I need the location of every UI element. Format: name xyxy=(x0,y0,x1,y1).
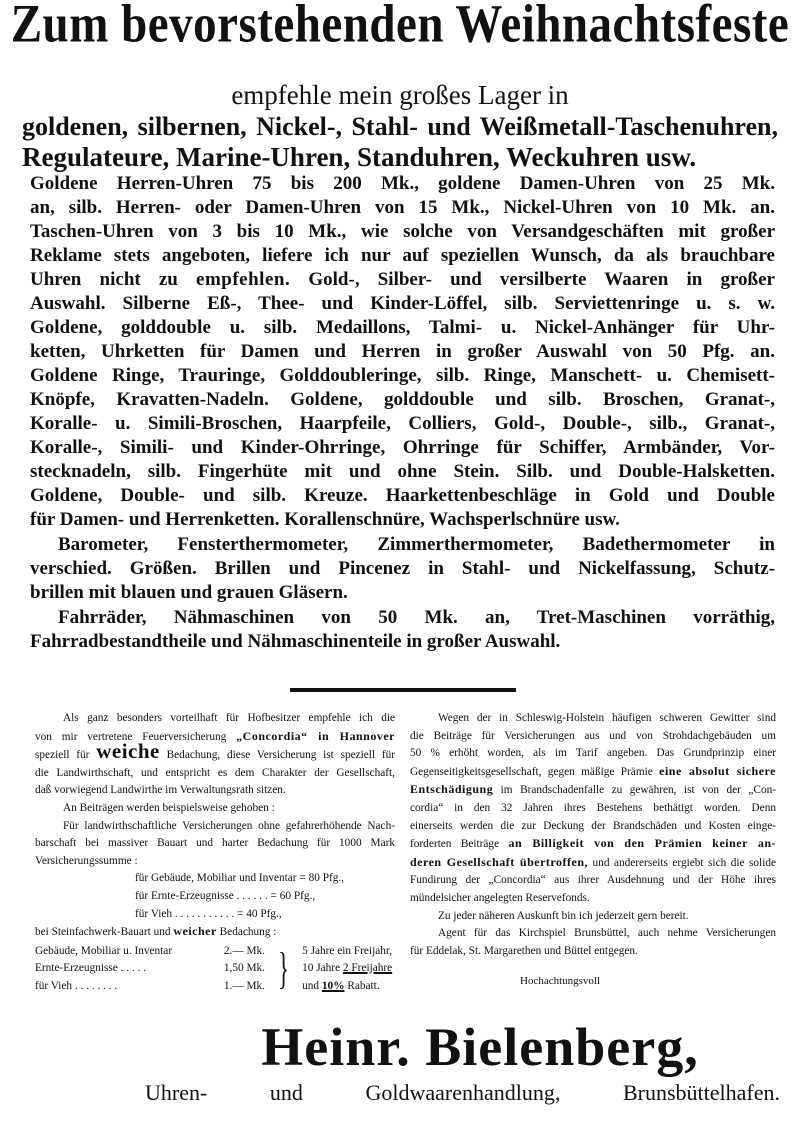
headline: Zum bevorstehenden Weihnachtsfeste xyxy=(10,0,790,54)
paragraph-jewelry xyxy=(30,172,775,532)
emphasis: „Concordia“ in Hannover xyxy=(236,728,395,743)
text-line: verschied. Größen. Brillen und Pincenez in Stahl- und Nickelfassung, Schutz- xyxy=(30,558,775,579)
insurance-column-right xyxy=(410,710,776,960)
rate-row xyxy=(35,943,265,961)
text-line: mündelsicher angelegten Reservefonds. xyxy=(410,891,590,904)
closing-greeting: Hochachtungsvoll xyxy=(520,975,601,987)
rate-price: 1.— Mk. xyxy=(223,979,265,992)
text: im Brandschadenfalle zu gewähren, ist von der „Con- xyxy=(493,784,776,797)
text-line: Als ganz besonders vorteilhaft für Hofbesitzer empfehle ich die xyxy=(63,712,395,724)
emphasis: an Billigkeit von den Prämien keiner an- xyxy=(508,836,777,851)
text-line: Goldene Herren-Uhren 75 bis 200 Mk., goldene Damen-Uhren von 25 Mk. xyxy=(30,173,775,194)
rate-row: für Ernte-Erzeugnisse . . . . . . = 60 Pfg., xyxy=(135,889,316,902)
text-line: Taschen-Uhren von 3 bis 10 Mk., wie solche von Versandgeschäften mit großer xyxy=(30,221,775,242)
text: forderten Beiträge xyxy=(410,838,509,851)
text: Gegenseitigkeitsgesellschaft, gegen mäßige Prämie xyxy=(410,765,660,778)
text-line: Für landwirthschaftliche Versicherungen ohne gefahrerhöhende Nach- xyxy=(63,819,395,832)
text-line xyxy=(30,268,775,292)
rate-item: Ernte-Erzeugnisse . . . . . xyxy=(35,962,147,975)
text-line xyxy=(35,923,395,942)
text-line xyxy=(35,739,396,765)
paragraph-thunderstorm xyxy=(410,710,776,908)
text-line: 50 % erhöht worden, als im Tarif angeben. Das Grundprinzip einer xyxy=(410,747,776,760)
business-description: Uhren- und Goldwaarenhandlung, Brunsbüttelhafen. xyxy=(145,1080,780,1105)
emphasis: weicher xyxy=(173,924,217,939)
rate-row: für Gebäude, Mobiliar und Inventar = 80 Pfg., xyxy=(135,872,345,885)
emphasis: eine absolut sichere xyxy=(659,763,776,778)
text-line: Auswahl. Silberne Eß-, Thee- und Kinder-Löffel, silb. Serviettenringe u. s. w. xyxy=(30,293,775,314)
text-line: für Eddelak, St. Margarethen und Büttel entgegen. xyxy=(410,944,638,957)
text-line: daß vorwiegend Landwirthe im Verwaltungsrath sitzen. xyxy=(35,784,286,797)
text-line: Goldene, golddouble u. silb. Medaillons, Talmi- u. Nickel-Anhänger für Uhr- xyxy=(30,317,775,338)
emphasis: weiche xyxy=(96,739,160,764)
product-line-watches: goldenen, silbernen, Nickel-, Stahl- und Weißmetall-Taschenuhren, xyxy=(22,112,778,141)
text-line: Fundirung der „Concordia“ aus ihrer Ausdehnung und der Höhe ihres xyxy=(410,874,776,887)
paragraph-info: Zu jeder näheren Auskunft bin ich jederzeit gern bereit. xyxy=(438,909,689,922)
text-line: stecknadeln, silb. Fingerhüte mit und ohne Stein. Silb. und Double-Halsketten. xyxy=(30,461,775,482)
text: bei Steinfachwerk-Bauart und xyxy=(35,926,174,939)
rates-hard-roof xyxy=(135,870,395,923)
text: Bedachung, diese Versicherung ist speziell für xyxy=(159,749,396,762)
text: und andererseits ergiebt sich die solide xyxy=(588,856,776,869)
text-line: Wegen der in Schleswig-Holstein häufigen schweren Gewitter sind xyxy=(438,712,776,724)
text-line: Versicherungssumme : xyxy=(35,854,138,867)
text-line: einerseits werden die zur Deckung der Brandschäden und Kosten einge- xyxy=(410,819,776,832)
rate-row: für Vieh . . . . . . . . . . . = 40 Pfg., xyxy=(135,907,282,920)
signature-name: Heinr. Bielenberg, xyxy=(261,1017,699,1077)
text-line: cordia“ in den 32 Jahren ihres Bestehens bethätigt worden. Denn xyxy=(410,801,776,814)
paragraph-concordia xyxy=(35,710,395,800)
text-line: an, silb. Herren- oder Damen-Uhren von 15 Mk., Nickel-Uhren von 10 Mk. an. xyxy=(30,197,775,218)
text-line: barschaft bei massiver Bauart und harter Bedachung für 1000 Mark xyxy=(35,837,395,850)
text-line: Agent für das Kirchspiel Brunsbüttel, auch nehme Versicherungen xyxy=(438,927,776,940)
text: Gold-, Silber- und versilberte Waaren in großer xyxy=(290,269,775,290)
text-line xyxy=(410,781,776,800)
rate-item: Gebäude, Mobiliar u. Inventar xyxy=(35,944,173,957)
paragraph-agent xyxy=(410,925,776,960)
rate-row xyxy=(35,960,265,978)
divider xyxy=(290,688,516,692)
brace: } xyxy=(278,944,289,994)
text-line: Fahrradbestandtheile und Nähmaschinenteile in großer Auswahl. xyxy=(30,631,561,652)
bonus-line: 10 Jahre 2 Freijahre xyxy=(302,962,393,975)
product-line-clocks: Regulateure, Marine-Uhren, Standuhren, Weckuhren usw. xyxy=(22,142,697,172)
paragraph-bicycles xyxy=(30,606,775,654)
text-line xyxy=(410,835,776,854)
paragraph-instruments xyxy=(30,533,775,605)
emphasis: deren Gesellschaft übertroffen, xyxy=(410,854,589,869)
subheading: empfehle mein großes Lager in xyxy=(231,80,569,110)
text-line: die Landwirthschaft, und entspricht es dem Charakter der Gesellschaft, xyxy=(35,766,395,779)
bonus-line: 5 Jahre ein Freijahr, xyxy=(302,944,393,957)
insurance-column-left xyxy=(35,710,395,996)
text-line: brillen mit blauen und grauen Gläsern. xyxy=(30,582,348,603)
text-line: für Damen- und Herrenketten. Korallenschnüre, Wachsperlschnüre usw. xyxy=(30,509,620,530)
text: Bedachung : xyxy=(216,926,277,939)
rates-soft-roof xyxy=(35,943,395,996)
rate-price: 2.— Mk. xyxy=(223,944,265,957)
text-line: ketten, Uhrketten für Damen und Herren in großer Auswahl von 50 Pfg. an. xyxy=(30,341,775,362)
rate-item: für Vieh . . . . . . . . xyxy=(35,979,118,992)
contributions-intro: An Beiträgen werden beispielsweise gehoben : xyxy=(63,801,275,814)
paragraph-rates xyxy=(35,818,395,871)
bonus-terms xyxy=(302,943,392,996)
rate-price: 1,50 Mk. xyxy=(223,962,265,975)
emphasis: empfehlen. xyxy=(196,269,291,290)
text-line xyxy=(410,854,776,873)
text: Uhren nicht zu xyxy=(30,269,197,290)
text: von mir vertretene Feuerversicherung xyxy=(35,730,237,743)
text: speziell für xyxy=(35,749,97,762)
text-line: die Beiträge für Versicherungen aus und von Strohdachgebäuden um xyxy=(410,729,776,742)
bonus-line: und 10% Rabatt. xyxy=(302,979,380,992)
main-text xyxy=(30,172,775,654)
text-line xyxy=(35,728,395,747)
soft-roof-intro xyxy=(35,923,395,942)
text-line: Knöpfe, Kravatten-Nadeln. Goldene, golddouble und silb. Broschen, Granat-, xyxy=(30,389,775,410)
text-line: Goldene, Double- und silb. Kreuze. Haarkettenbeschläge in Gold und Double xyxy=(30,485,775,506)
text-line: Koralle- u. Simili-Broschen, Haarpfeile, Colliers, Gold-, Double-, silb., Granat-, xyxy=(30,413,775,434)
text-line: Reklame stets angeboten, liefere ich nur auf speziellen Wunsch, da als brauchbare xyxy=(30,245,775,266)
text-line: Fahrräder, Nähmaschinen von 50 Mk. an, Tret-Maschinen vorräthig, xyxy=(58,607,775,628)
text-line: Barometer, Fensterthermometer, Zimmerthermometer, Badethermometer in xyxy=(58,534,775,555)
rate-row xyxy=(35,978,265,996)
text-line: Koralle-, Simili- und Kinder-Ohrringe, Ohrringe für Schiffer, Armbänder, Vor- xyxy=(30,437,775,458)
text-line: Goldene Ringe, Trauringe, Golddoubleringe, silb. Ringe, Manschett- u. Chemisett- xyxy=(30,365,775,386)
text-line xyxy=(410,763,776,782)
emphasis: Entschädigung xyxy=(410,782,494,797)
